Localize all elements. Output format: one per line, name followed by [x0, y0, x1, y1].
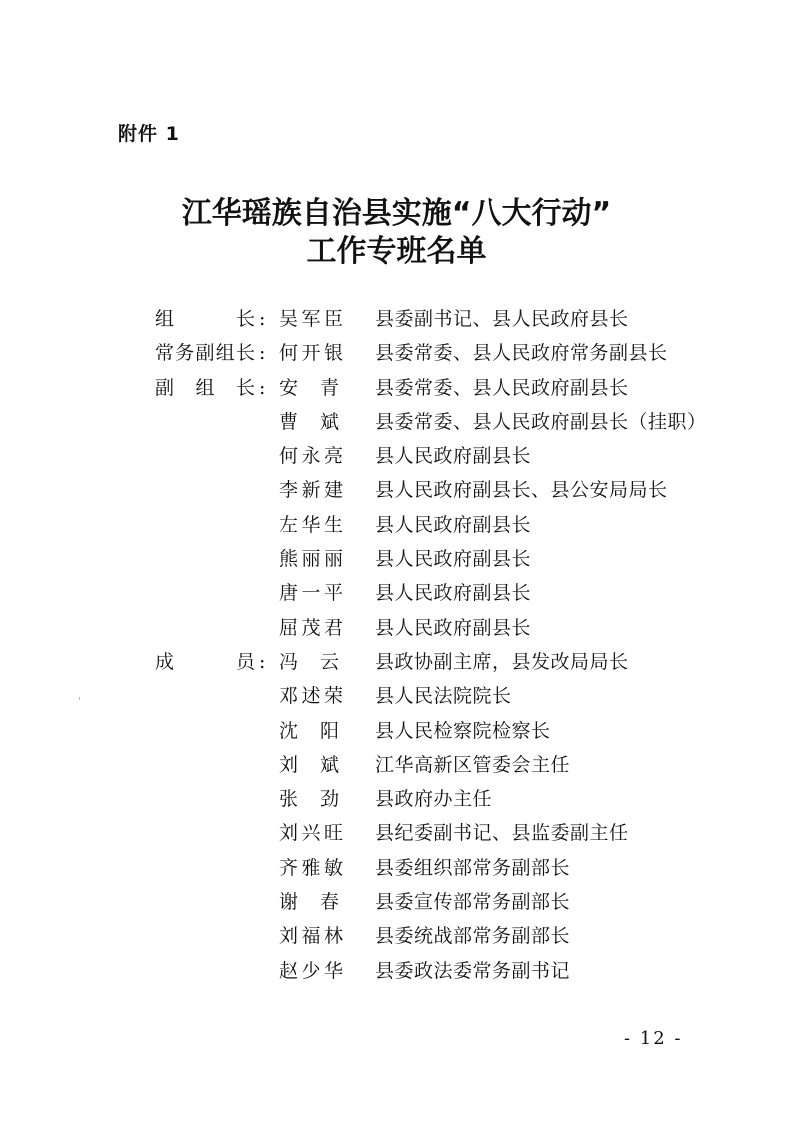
member-name	[279, 508, 343, 542]
member-name-char: 斌	[319, 753, 339, 776]
member-name	[279, 885, 339, 919]
member-name-char: 旺	[323, 822, 343, 845]
scan-speck	[79, 697, 80, 700]
member-row	[0, 851, 793, 885]
member-name-char: 丽	[323, 548, 343, 571]
member-row	[0, 679, 793, 713]
member-list	[0, 302, 793, 988]
member-name	[279, 714, 339, 748]
member-name-char: 平	[323, 582, 343, 605]
member-role	[155, 645, 267, 679]
member-role-char: 务	[175, 342, 195, 365]
member-name-char: 林	[323, 925, 343, 948]
member-post: 县人民检察院检察长	[375, 719, 551, 742]
member-name-char: 春	[319, 891, 339, 914]
member-role-char: 副	[195, 342, 215, 365]
member-name	[279, 473, 343, 507]
member-post: 县人民政府副县长、县公安局局长	[375, 479, 668, 502]
member-name-char: 沈	[279, 719, 299, 742]
member-name	[279, 919, 343, 953]
member-name-char: 兴	[301, 822, 321, 845]
member-post: 县人民政府副县长	[375, 616, 532, 639]
member-role-char: 长	[235, 376, 255, 399]
member-post: 县人民政府副县长	[375, 548, 532, 571]
member-row	[0, 645, 793, 679]
member-name	[279, 954, 343, 988]
member-name-char: 张	[279, 788, 299, 811]
member-post: 县委副书记、县人民政府县长	[375, 308, 629, 330]
member-name-char: 阳	[319, 719, 339, 742]
member-role-colon: :	[259, 376, 266, 399]
member-name-char: 新	[301, 479, 321, 502]
member-row	[0, 748, 793, 782]
member-row	[0, 508, 793, 542]
member-role-colon: :	[259, 308, 266, 330]
member-post: 县委常委、县人民政府副县长	[375, 376, 629, 399]
member-name	[279, 439, 343, 473]
member-row	[0, 885, 793, 919]
member-role	[155, 336, 267, 370]
page-number: - 12 -	[624, 1028, 683, 1049]
member-name-char: 一	[301, 582, 321, 605]
member-name-char: 荣	[323, 685, 343, 708]
member-post: 县政协副主席，县发改局局长	[375, 650, 629, 673]
member-role-char: 员	[235, 650, 255, 673]
member-role-char: 组	[155, 308, 175, 330]
document-title-line-1: 江华瑶族自治县实施“八大行动”	[181, 196, 612, 231]
member-post: 县人民政府副县长	[375, 445, 532, 468]
member-name-char: 福	[301, 925, 321, 948]
member-name-char: 雅	[301, 856, 321, 879]
member-name-char: 齐	[279, 856, 299, 879]
member-name-char: 谢	[279, 891, 299, 914]
member-role	[155, 371, 267, 405]
member-name-char: 军	[301, 308, 321, 330]
member-name	[279, 748, 339, 782]
member-name	[279, 576, 343, 610]
member-role-char: 副	[155, 376, 175, 399]
member-row	[0, 473, 793, 507]
member-name-char: 邓	[279, 685, 299, 708]
member-role-colon: :	[259, 342, 266, 365]
member-name-char: 臣	[323, 308, 343, 330]
member-post: 县委统战部常务副部长	[375, 925, 571, 948]
member-name	[279, 542, 343, 576]
member-name-char: 敏	[323, 856, 343, 879]
member-row	[0, 302, 793, 336]
member-role-char: 成	[155, 650, 175, 673]
member-name	[279, 645, 339, 679]
member-post: 县委常委、县人民政府副县长（挂职）	[375, 410, 707, 433]
member-name-char: 刘	[279, 925, 299, 948]
member-name-char: 永	[301, 445, 321, 468]
member-name-char: 唐	[279, 582, 299, 605]
member-role-char: 组	[215, 342, 235, 365]
member-role-char: 组	[195, 376, 215, 399]
member-name	[279, 611, 343, 645]
member-name	[279, 679, 343, 713]
member-post: 县纪委副书记、县监委副主任	[375, 822, 629, 845]
member-role-char: 长	[235, 342, 255, 365]
member-name-char: 君	[323, 616, 343, 639]
member-name-char: 安	[279, 376, 299, 399]
member-post: 县委政法委常务副书记	[375, 959, 571, 982]
member-name-char: 亮	[323, 445, 343, 468]
member-row	[0, 954, 793, 988]
member-name-char: 吴	[279, 308, 299, 330]
member-name-char: 述	[301, 685, 321, 708]
member-role-char: 长	[235, 308, 255, 330]
member-post: 县人民政府副县长	[375, 582, 532, 605]
member-role-char: 常	[155, 342, 175, 365]
member-name	[279, 405, 339, 439]
member-name-char: 生	[323, 513, 343, 536]
member-role-colon: :	[259, 650, 266, 673]
member-role	[155, 302, 267, 336]
member-name-char: 屈	[279, 616, 299, 639]
member-post: 县人民政府副县长	[375, 513, 532, 536]
member-post: 县委组织部常务副部长	[375, 856, 571, 879]
member-name-char: 华	[301, 513, 321, 536]
member-name	[279, 816, 343, 850]
member-name-char: 云	[319, 650, 339, 673]
member-row	[0, 371, 793, 405]
member-name-char: 华	[323, 959, 343, 982]
member-row	[0, 816, 793, 850]
member-name-char: 少	[301, 959, 321, 982]
member-post: 江华高新区管委会主任	[375, 753, 571, 776]
attachment-label: 附件 1	[118, 123, 180, 145]
member-row	[0, 542, 793, 576]
member-name-char: 丽	[301, 548, 321, 571]
member-name-char: 曹	[279, 410, 299, 433]
member-name-char: 刘	[279, 753, 299, 776]
member-name-char: 斌	[319, 410, 339, 433]
member-post: 县委宣传部常务副部长	[375, 891, 571, 914]
member-name-char: 何	[279, 342, 299, 365]
member-name-char: 熊	[279, 548, 299, 571]
document-title-line-2: 工作专班名单	[306, 234, 487, 269]
member-name-char: 李	[279, 479, 299, 502]
member-row	[0, 611, 793, 645]
member-name	[279, 782, 339, 816]
member-name	[279, 302, 343, 336]
member-name-char: 劲	[319, 788, 339, 811]
member-name-char: 左	[279, 513, 299, 536]
member-name	[279, 851, 343, 885]
member-row	[0, 782, 793, 816]
member-post: 县委常委、县人民政府常务副县长	[375, 342, 668, 365]
member-name-char: 青	[319, 376, 339, 399]
member-row	[0, 336, 793, 370]
member-name-char: 冯	[279, 650, 299, 673]
member-name	[279, 371, 339, 405]
member-name-char: 刘	[279, 822, 299, 845]
member-name-char: 建	[323, 479, 343, 502]
member-row	[0, 405, 793, 439]
member-row	[0, 439, 793, 473]
member-name	[279, 336, 343, 370]
member-name-char: 茂	[301, 616, 321, 639]
member-row	[0, 576, 793, 610]
member-name-char: 银	[323, 342, 343, 365]
member-row	[0, 714, 793, 748]
member-name-char: 何	[279, 445, 299, 468]
member-post: 县政府办主任	[375, 788, 493, 811]
member-row	[0, 919, 793, 953]
member-post: 县人民法院院长	[375, 685, 512, 708]
member-name-char: 开	[301, 342, 321, 365]
member-name-char: 赵	[279, 959, 299, 982]
